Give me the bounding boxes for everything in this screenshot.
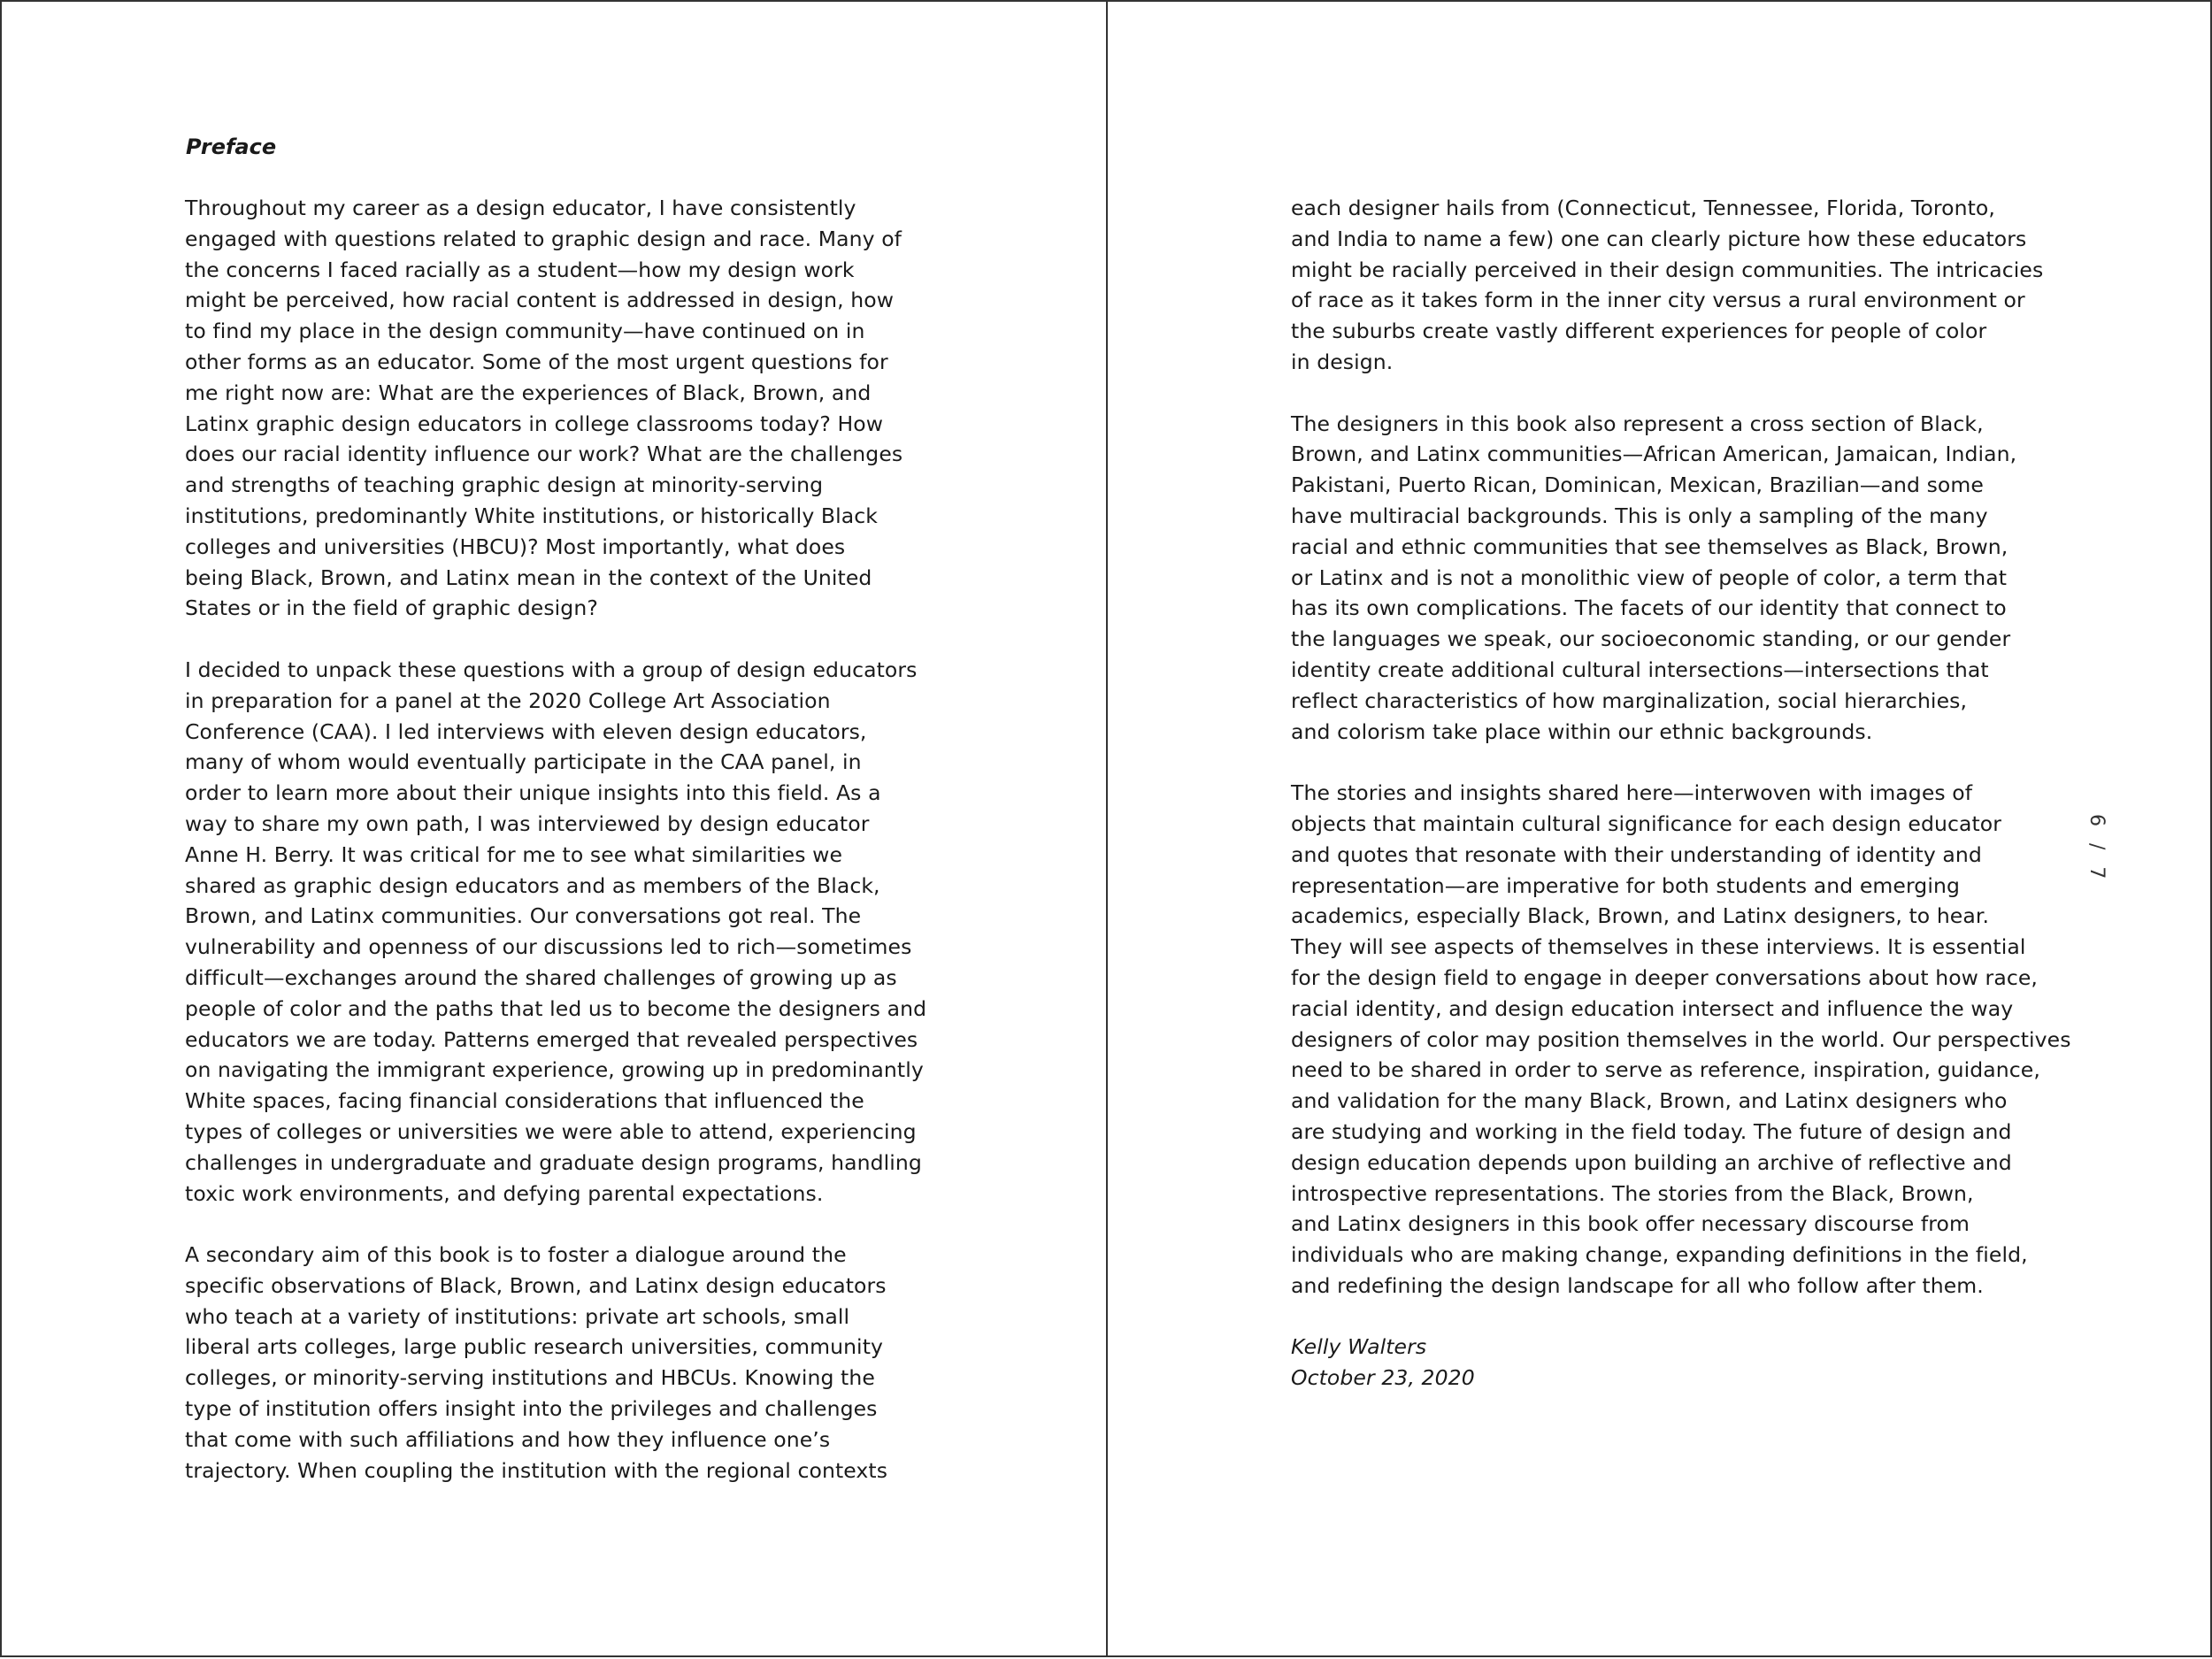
text-line: need to be shared in order to serve as reference, inspiration, guidance,: [1291, 1057, 2040, 1083]
text-line: might be racially perceived in their design communities. The intricacies: [1291, 257, 2044, 282]
paragraph: [185, 1240, 926, 1486]
text-line: other forms as an educator. Some of the most urgent questions for: [185, 349, 888, 374]
text-line: I decided to unpack these questions with a group of design educators: [185, 657, 918, 682]
text-line: who teach at a variety of institutions: private art schools, small: [185, 1303, 850, 1329]
text-line: and quotes that resonate with their understanding of identity and: [1291, 841, 1982, 867]
text-line: vulnerability and openness of our discussions led to rich—sometimes: [185, 934, 912, 960]
paragraph: [1291, 409, 2071, 748]
text-line: type of institution offers insight into the privileges and challenges: [185, 1396, 878, 1422]
text-line: and validation for the many Black, Brown, and Latinx designers who: [1291, 1088, 2008, 1114]
text-line: engaged with questions related to graphic design and race. Many of: [185, 226, 902, 251]
text-line: individuals who are making change, expanding definitions in the field,: [1291, 1242, 2028, 1268]
paragraph-gap: [1291, 747, 2071, 778]
signature-gap: [1291, 1302, 2071, 1333]
text-line: design education depends upon building an archive of reflective and: [1291, 1149, 2012, 1175]
text-line: objects that maintain cultural significance for each design educator: [1291, 810, 2002, 836]
page-folio: 6 / 7: [2085, 814, 2108, 885]
signature-name: Kelly Walters: [1291, 1334, 1427, 1360]
text-line: States or in the field of graphic design?: [185, 595, 598, 621]
text-line: and strengths of teaching graphic design at minority-serving: [185, 472, 824, 498]
text-line: many of whom would eventually participate in the CAA panel, in: [185, 749, 862, 775]
text-line: me right now are: What are the experiences of Black, Brown, and: [185, 380, 872, 405]
text-line: challenges in undergraduate and graduate design programs, handling: [185, 1149, 922, 1175]
text-line: Throughout my career as a design educator, I have consistently: [185, 196, 856, 220]
text-line: Conference (CAA). I led interviews with eleven design educators,: [185, 718, 867, 744]
text-line: shared as graphic design educators and as members of the Black,: [185, 872, 880, 898]
text-line: to find my place in the design community—have continued on in: [185, 319, 865, 344]
preface-heading: Preface: [186, 134, 277, 159]
paragraph: [1291, 778, 2071, 1302]
text-line: A secondary aim of this book is to foster a dialogue around the: [185, 1242, 847, 1268]
text-line: that come with such affiliations and how they influence one’s: [185, 1426, 831, 1452]
text-line: The designers in this book also represent a cross section of Black,: [1291, 411, 1984, 436]
paragraph: [185, 655, 926, 1209]
text-line: introspective representations. The stories from the Black, Brown,: [1291, 1180, 1974, 1206]
text-line: of race as it takes form in the inner city versus a rural environment or: [1291, 288, 2025, 313]
text-line: representation—are imperative for both students and emerging: [1291, 872, 1960, 898]
text-line: They will see aspects of themselves in these interviews. It is essential: [1291, 934, 2026, 960]
text-line: does our racial identity influence our work? What are the challenges: [185, 442, 903, 467]
text-line: are studying and working in the field today. The future of design and: [1291, 1118, 2012, 1144]
text-line: colleges, or minority-serving institutions and HBCUs. Knowing the: [185, 1365, 875, 1391]
text-line: the languages we speak, our socioeconomic standing, or our gender: [1291, 626, 2011, 652]
text-line: the concerns I faced racially as a student—how my design work: [185, 257, 855, 282]
text-line: for the design field to engage in deeper conversations about how race,: [1291, 964, 2038, 990]
text-line: trajectory. When coupling the institution with the regional contexts: [185, 1457, 888, 1483]
text-line: the suburbs create vastly different experiences for people of color: [1291, 319, 1987, 344]
text-line: White spaces, facing financial considerations that influenced the: [185, 1088, 864, 1114]
text-line: and Latinx designers in this book offer necessary discourse from: [1291, 1211, 1970, 1237]
text-line: reflect characteristics of how marginalization, social hierarchies,: [1291, 687, 1968, 713]
text-line: and redefining the design landscape for all who follow after them.: [1291, 1272, 1984, 1298]
text-line: might be perceived, how racial content is addressed in design, how: [185, 288, 895, 313]
paragraph-gap: [1291, 378, 2071, 409]
text-line: Latinx graphic design educators in college classrooms today? How: [185, 411, 884, 436]
text-line: have multiracial backgrounds. This is only a sampling of the many: [1291, 503, 1988, 528]
text-line: has its own complications. The facets of our identity that connect to: [1291, 595, 2007, 621]
text-line: liberal arts colleges, large public research universities, community: [185, 1334, 884, 1360]
text-line: and India to name a few) one can clearly picture how these educators: [1291, 226, 2027, 251]
right-column-text: [1291, 193, 2071, 1394]
text-line: The stories and insights shared here—interwoven with images of: [1291, 780, 1973, 806]
text-line: in design.: [1291, 349, 1394, 374]
paragraph-gap: [185, 624, 926, 655]
text-line: educators we are today. Patterns emerged that revealed perspectives: [185, 1026, 918, 1052]
text-line: being Black, Brown, and Latinx mean in the context of the United: [185, 565, 872, 590]
text-line: people of color and the paths that led us to become the designers and: [185, 995, 927, 1021]
text-line: way to share my own path, I was interviewed by design educator: [185, 810, 870, 836]
text-line: difficult—exchanges around the shared challenges of growing up as: [185, 964, 897, 990]
text-line: Pakistani, Puerto Rican, Dominican, Mexican, Brazilian—and some: [1291, 472, 1984, 498]
text-line: on navigating the immigrant experience, growing up in predominantly: [185, 1057, 924, 1083]
paragraph: [1291, 193, 2071, 378]
text-line: toxic work environments, and defying parental expectations.: [185, 1180, 824, 1206]
paragraph-gap: [185, 1209, 926, 1240]
text-line: or Latinx and is not a monolithic view of people of color, a term that: [1291, 565, 2008, 590]
text-line: in preparation for a panel at the 2020 College Art Association: [185, 687, 831, 713]
text-line: specific observations of Black, Brown, and Latinx design educators: [185, 1272, 887, 1298]
left-column-text: [185, 193, 926, 1486]
paragraph: [185, 193, 926, 624]
text-line: Brown, and Latinx communities. Our conversations got real. The: [185, 903, 862, 929]
text-line: types of colleges or universities we were able to attend, experiencing: [185, 1118, 917, 1144]
text-line: racial and ethnic communities that see themselves as Black, Brown,: [1291, 534, 2008, 559]
text-line: identity create additional cultural intersections—intersections that: [1291, 657, 1989, 682]
text-line: Anne H. Berry. It was critical for me to see what similarities we: [185, 841, 842, 867]
text-line: order to learn more about their unique insights into this field. As a: [185, 780, 881, 806]
text-line: colleges and universities (HBCU)? Most importantly, what does: [185, 534, 846, 559]
text-line: and colorism take place within our ethnic backgrounds.: [1291, 718, 1873, 744]
text-line: designers of color may position themselves in the world. Our perspectives: [1291, 1026, 2071, 1052]
text-line: Brown, and Latinx communities—African American, Jamaican, Indian,: [1291, 442, 2017, 467]
text-line: academics, especially Black, Brown, and Latinx designers, to hear.: [1291, 903, 1990, 929]
text-line: institutions, predominantly White institutions, or historically Black: [185, 503, 878, 528]
signature-date: October 23, 2020: [1291, 1365, 1475, 1391]
text-line: racial identity, and design education intersect and influence the way: [1291, 995, 2014, 1021]
text-line: each designer hails from (Connecticut, Tennessee, Florida, Toronto,: [1291, 196, 1995, 220]
